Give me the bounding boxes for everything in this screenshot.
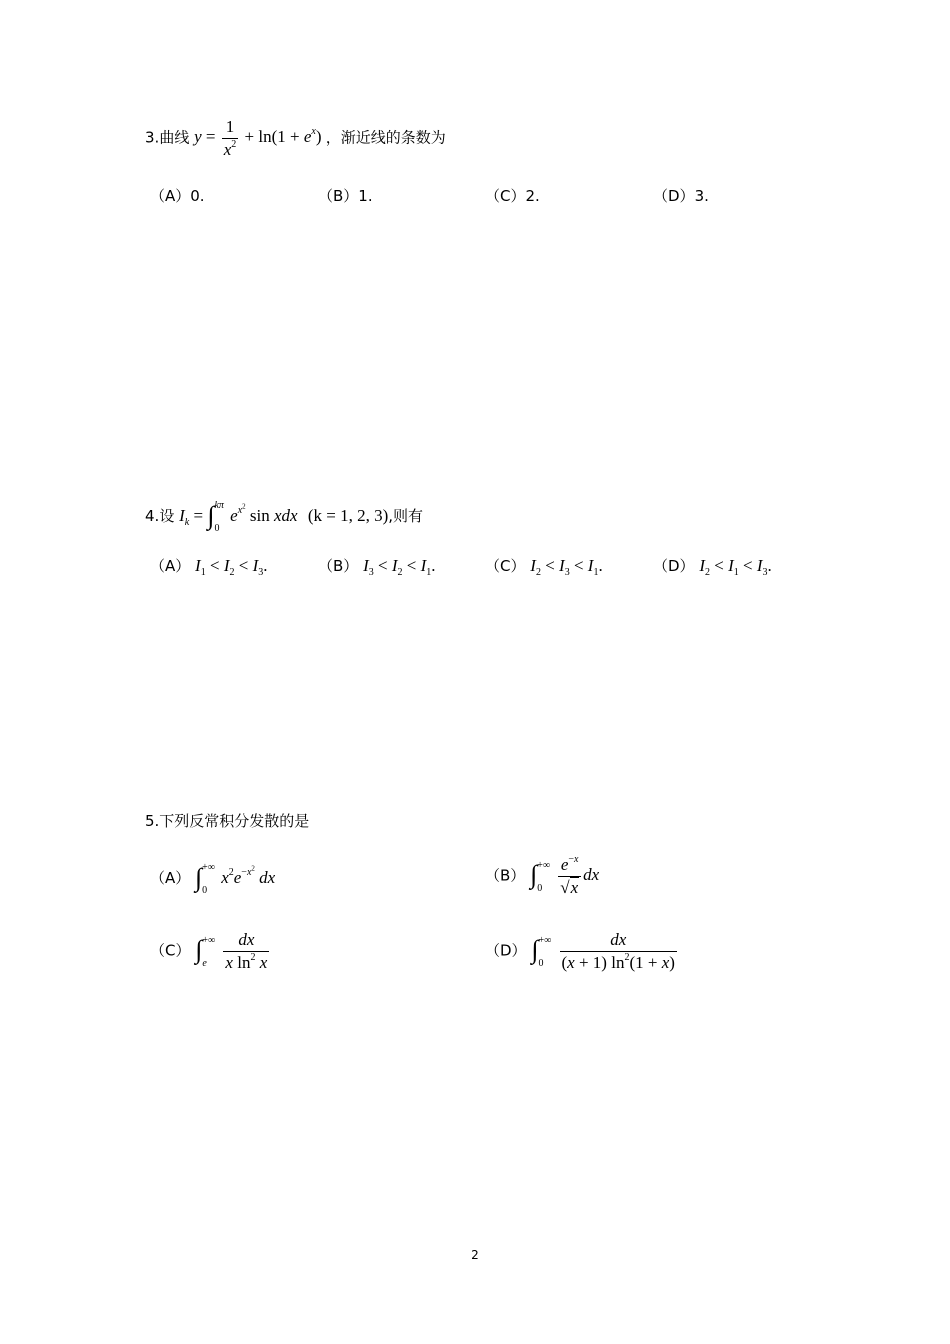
question-4-prefix: 设 [159,507,175,525]
option-label: （A） [150,187,191,205]
question-5-option-d[interactable] [485,930,679,973]
question-4-formula: $I_k$ = ∫ kπ 0 $e^{x^2}$ sin xdx [179,500,298,535]
question-3-option-b[interactable] [318,185,373,206]
option-text: 2. [525,187,540,205]
option-label: （C） [485,557,526,575]
question-3 [145,117,446,160]
page-number: 2 [471,1248,479,1262]
question-5: 5.下列反常积分发散的是 [145,812,310,830]
question-4-range: (k = 1, 2, 3) [307,506,389,525]
option-label: （D） [653,187,695,205]
option-label: （B） [318,557,359,575]
question-4-suffix: ,则有 [388,507,424,525]
option-label: （B） [318,187,359,205]
option-formula: ∫ +∞ 0 $\frac{e^{-x}}{√x}$ dx [530,854,600,897]
question-4-option-b[interactable] [318,555,436,576]
option-label: （D） [485,941,527,960]
question-3-option-d[interactable] [653,185,709,206]
option-formula: $I_2 < I_1 < I_3$. [699,556,772,578]
option-formula: ∫ +∞ 0 $\frac{dx}{(x + 1) \ln^2(1 + x)}$ [531,930,675,972]
question-3-formula: y = $\frac{1}{x^2}$ + $\ln(1 + e^x)$ [194,117,326,159]
question-5-option-a[interactable] [150,860,275,896]
option-label: （A） [150,869,191,887]
option-label: （D） [653,557,695,575]
question-4-option-d[interactable] [653,555,772,576]
option-text: 1. [358,187,373,205]
option-label: （B） [485,866,526,885]
option-label: （C） [150,941,191,960]
option-text: 3. [694,187,709,205]
question-3-option-a[interactable] [150,185,205,206]
option-text: 0. [190,187,205,205]
question-4-option-a[interactable] [150,555,268,576]
question-3-option-c[interactable] [485,185,540,206]
question-4-number: 4. [145,507,160,525]
option-formula: $I_2 < I_3 < I_1$. [530,556,603,578]
question-4-option-c[interactable] [485,555,603,576]
option-formula: $I_3 < I_2 < I_1$. [363,556,436,578]
question-3-suffix: ，渐近线的条数为 [325,128,446,147]
question-5-option-b[interactable] [485,855,599,898]
option-label: （C） [485,187,526,205]
option-formula: ∫ +∞ 0 $x^2e^{-x^2}$ dx [195,862,276,897]
question-5-option-c[interactable] [150,930,271,973]
option-formula: $I_1 < I_2 < I_3$. [195,556,268,578]
question-3-prefix: 曲线 [159,128,190,147]
question-3-number: 3. [145,128,160,147]
question-4 [145,498,423,534]
option-formula: ∫ +∞ e $\frac{dx}{x \ln^2 x}$ [195,930,268,972]
option-label: （A） [150,557,191,575]
